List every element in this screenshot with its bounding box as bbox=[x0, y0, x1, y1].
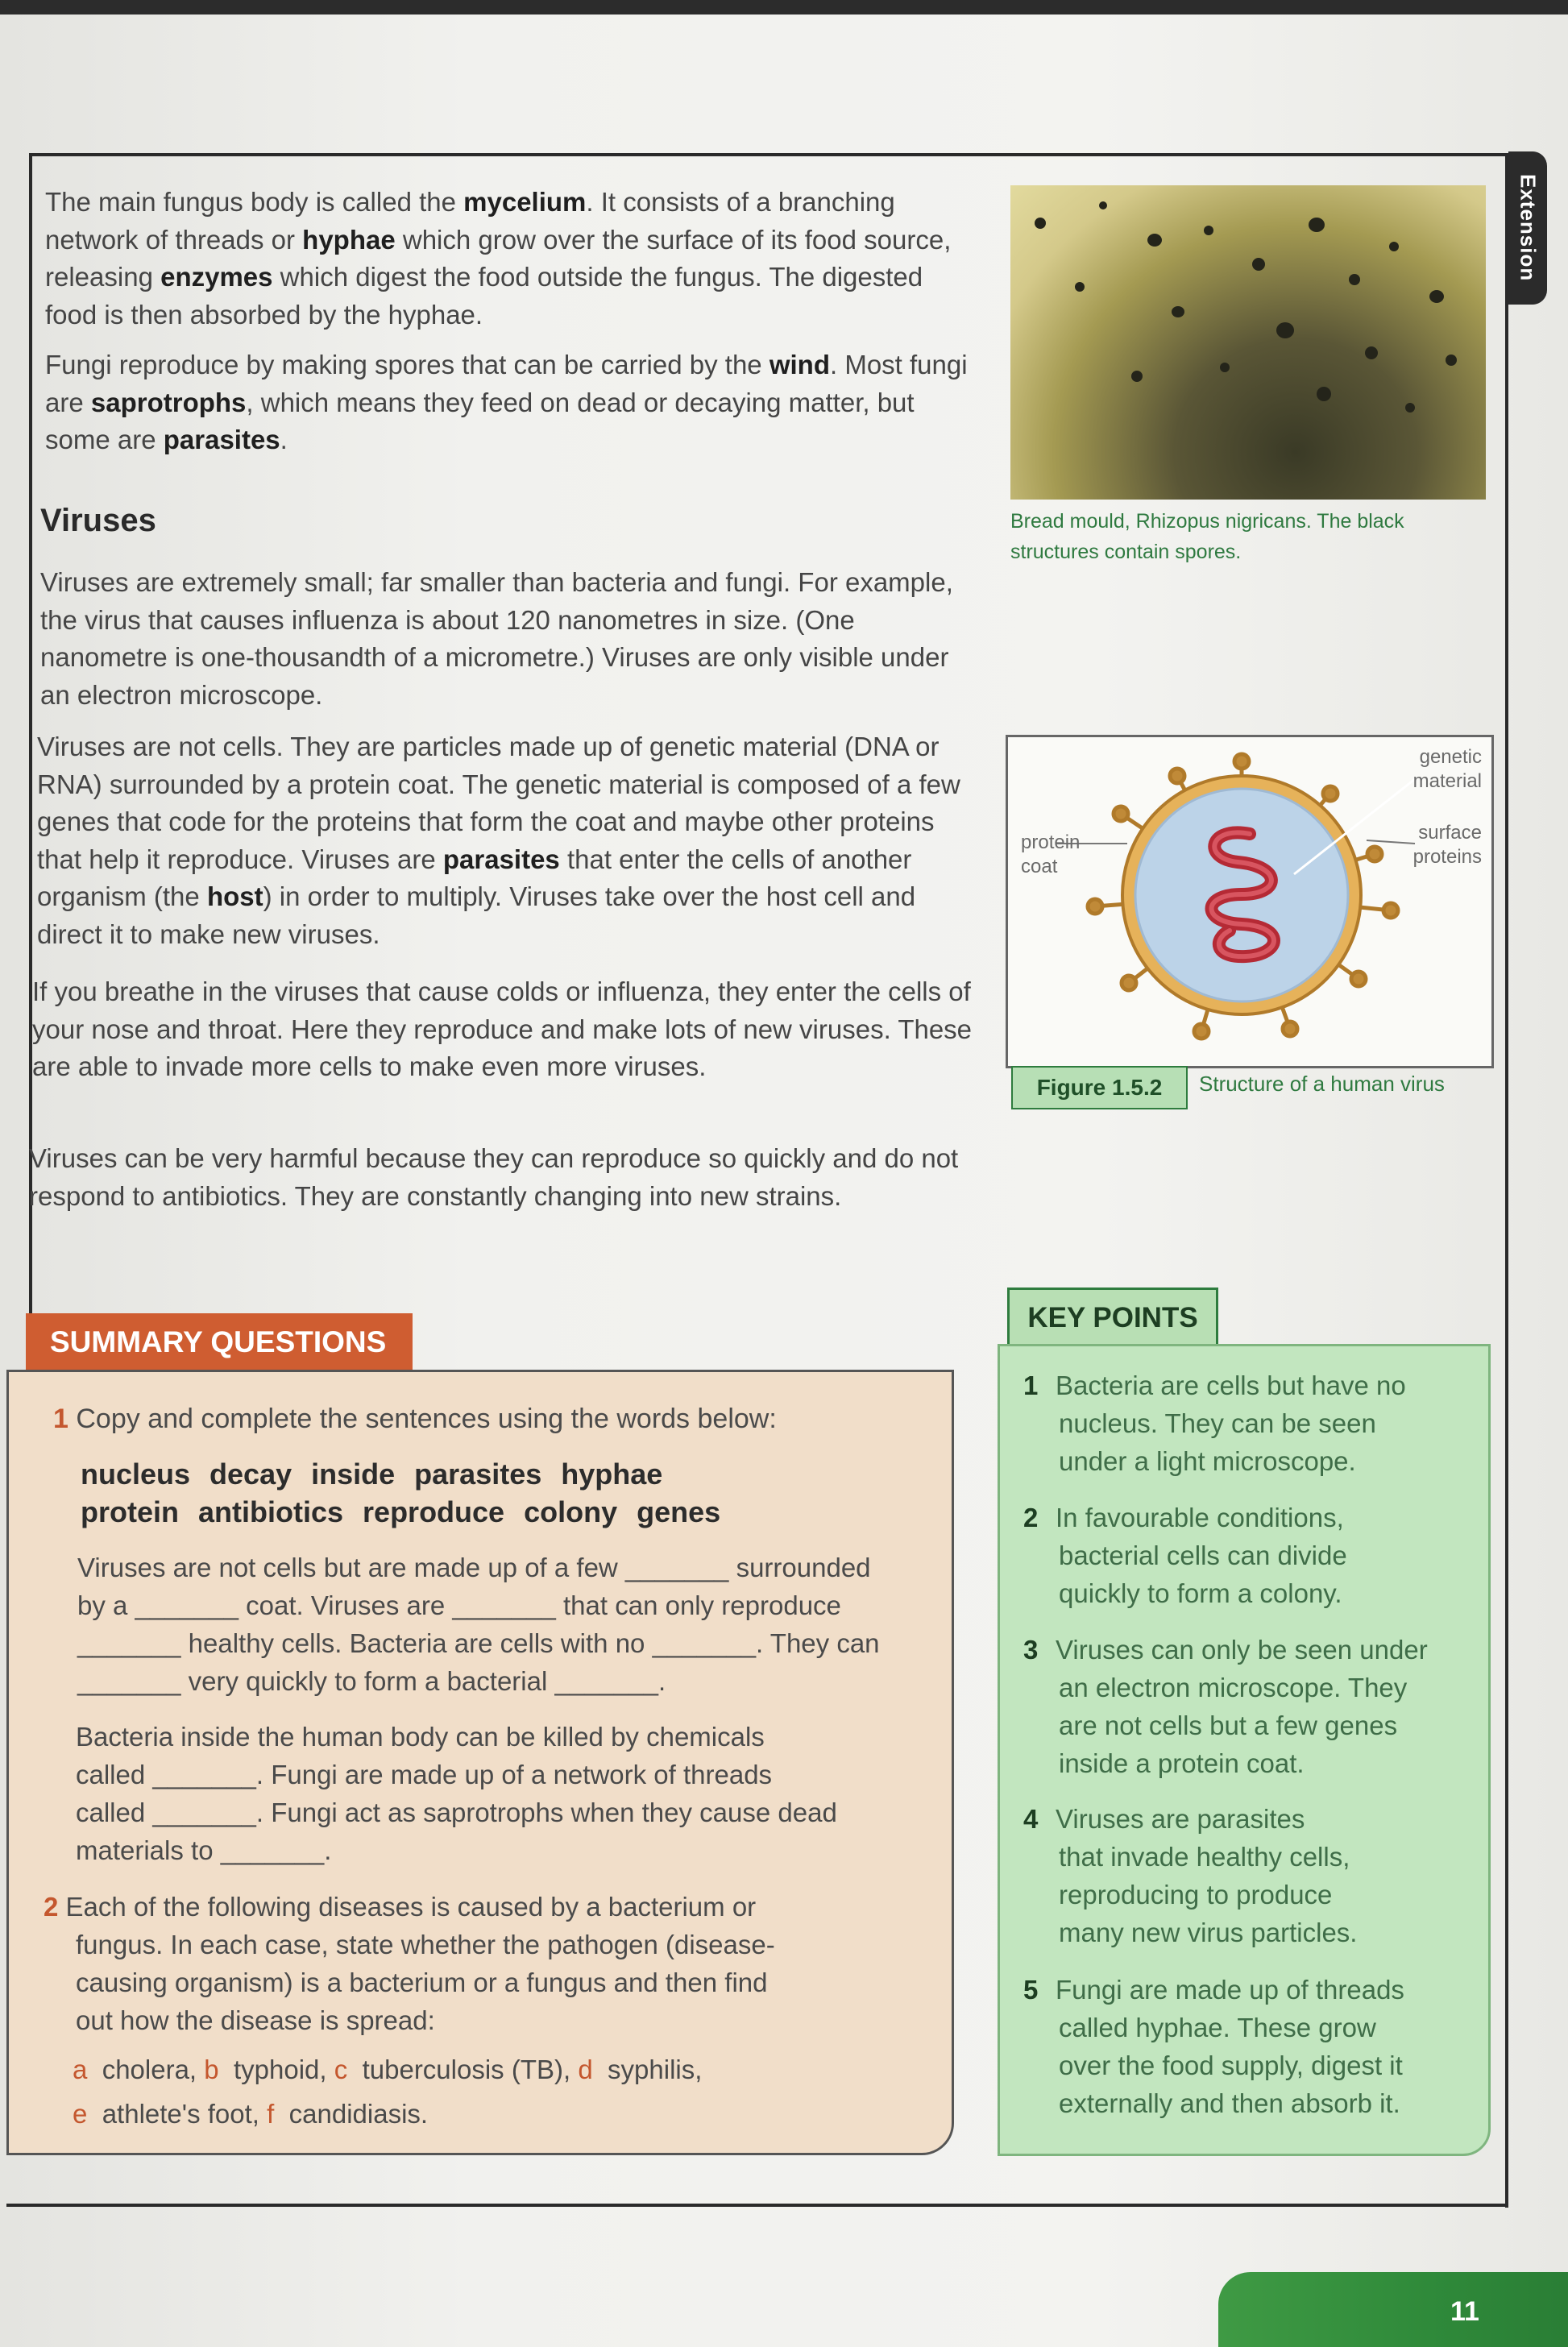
label-genetic-material: genetic material bbox=[1412, 746, 1482, 792]
term-parasites: parasites bbox=[163, 425, 280, 454]
viruses-paragraph-2: Viruses are not cells. They are particles made up of genetic material (DNA or RNA) surrounded by a protein coat. The genetic material is composed of a few genes that code for the proteins that form the coat and maybe other proteins that help it reproduce. Viruses are parasites that enter the cells of another organism (the host) in order to multiply. Viruses take over the host cell and direct it to make new viruses. bbox=[37, 732, 960, 949]
fill-in-paragraph-1: Viruses are not cells but are made up of a few _______ surrounded by a _______ coat. Viruses are _______ that can only reproduce _______ healthy cells. Bacteria are cells with no _______. They can _______ very quickly to form a bacterial _______. bbox=[77, 1553, 880, 1696]
key-points-tab: KEY POINTS bbox=[1007, 1288, 1218, 1346]
frame-rule-right bbox=[1505, 153, 1508, 2208]
term-parasites-viruses: parasites bbox=[442, 844, 560, 874]
top-edge bbox=[0, 0, 1568, 15]
question-1-number: 1 bbox=[53, 1404, 68, 1434]
extension-side-tab bbox=[1508, 151, 1547, 305]
fungi-paragraph-1: The main fungus body is called the mycelium. It consists of a branching network of threads or hyphae which grow over the surface of its food source, releasing enzymes which digest the food outside the fungus. The digested food is then absorbed by the hyphae. bbox=[45, 187, 952, 330]
term-saprotrophs: saprotrophs bbox=[90, 387, 247, 417]
question-1: 1 Copy and complete the sentences using the words below: bbox=[53, 1404, 777, 1434]
disease-list-row-2: e athlete's foot, f candidiasis. bbox=[73, 2099, 429, 2129]
summary-questions-tab: SUMMARY QUESTIONS bbox=[26, 1313, 413, 1371]
term-host: host bbox=[206, 881, 263, 911]
term-wind: wind bbox=[769, 350, 830, 379]
viruses-heading: Viruses bbox=[40, 503, 156, 538]
label-surface-proteins: surface proteins bbox=[1412, 822, 1482, 868]
frame-rule-bottom bbox=[6, 2204, 1508, 2207]
viruses-paragraph-3: If you breathe in the viruses that cause colds or influenza, they enter the cells of your nose and throat. Here they reproduce and make lots of new viruses. These are able to invade more cells to make even more viruses. bbox=[32, 977, 973, 1081]
virus-diagram-box bbox=[1006, 735, 1494, 1068]
key-point-5: 5 Fungi are made up of threads called hyphae. These grow over the food supply, digest it externally and then absorb it. bbox=[1023, 1975, 1404, 2118]
term-enzymes: enzymes bbox=[160, 262, 273, 292]
page-number: 11 bbox=[1450, 2296, 1479, 2327]
extension-label: Extension bbox=[1516, 174, 1541, 282]
page-number-tab bbox=[1218, 2272, 1568, 2347]
figure-caption: Structure of a human virus bbox=[1199, 1072, 1445, 1096]
word-bank-row-1: nucleus decay inside parasites hyphae bbox=[81, 1458, 663, 1491]
label-protein-coat: protein coat bbox=[1021, 831, 1081, 877]
key-point-3: 3 Viruses can only be seen under an electron microscope. They are not cells but a few genes inside a protein coat. bbox=[1023, 1635, 1428, 1778]
figure-number-tag: Figure 1.5.2 bbox=[1011, 1066, 1188, 1109]
disease-list-row-1: a cholera, b typhoid, c tuberculosis (TB), d syphilis, bbox=[73, 2055, 703, 2084]
key-point-2: 2 In favourable conditions, bacterial cells can divide quickly to form a colony. bbox=[1023, 1503, 1347, 1608]
key-point-4: 4 Viruses are parasites that invade healthy cells, reproducing to produce many new virus particles. bbox=[1023, 1804, 1358, 1947]
bread-mould-photo bbox=[1010, 185, 1486, 500]
fill-in-paragraph-2: Bacteria inside the human body can be killed by chemicals called _______. Fungi are made up of a network of threads called _______. Fungi act as saprotrophs when they cause dead materials to _______. bbox=[76, 1722, 837, 1865]
word-bank-row-2: protein antibiotics reproduce colony genes bbox=[81, 1495, 721, 1528]
term-hyphae: hyphae bbox=[302, 224, 396, 255]
key-point-1: 1 Bacteria are cells but have no nucleus. They can be seen under a light microscope. bbox=[1023, 1370, 1406, 1476]
fungi-paragraph-2: Fungi reproduce by making spores that can be carried by the wind. Most fungi are saprotrophs, which means they feed on dead or decaying matter, but some are parasites. bbox=[45, 350, 968, 454]
frame-rule-top bbox=[29, 153, 1510, 156]
question-2: 2 Each of the following diseases is caused by a bacterium or fungus. In each case, state whether the pathogen (disease- causing organism) is a bacterium or a fungus and then find out how the disease is spread: bbox=[44, 1892, 775, 2035]
viruses-paragraph-1: Viruses are extremely small; far smaller than bacteria and fungi. For example, the virus that causes influenza is about 120 nanometres in size. (One nanometre is one-thousandth of a micrometre.) Viruses are only visible under an electron microscope. bbox=[40, 567, 953, 710]
photo-caption: Bread mould, Rhizopus nigricans. The black structures contain spores. bbox=[1010, 510, 1404, 563]
viruses-paragraph-4: Viruses can be very harmful because they can reproduce so quickly and do not respond to antibiotics. They are constantly changing into new strains. bbox=[29, 1143, 959, 1211]
term-mycelium: mycelium bbox=[463, 187, 587, 217]
question-2-number: 2 bbox=[44, 1892, 59, 1922]
